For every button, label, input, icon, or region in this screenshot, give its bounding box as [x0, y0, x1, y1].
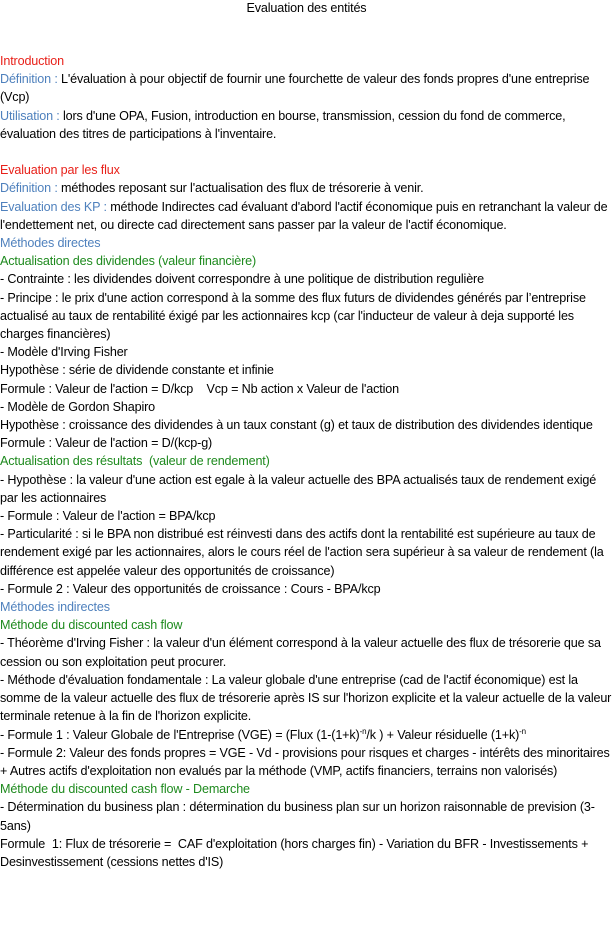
text-definition: L'évaluation à pour objectif de fournir une fourchette de valeur des fonds propres d'une entreprise (Vcp) — [0, 72, 590, 105]
formula-vge — [0, 726, 612, 744]
text-line: - Hypothèse : la valeur d'une action est egale à la valeur actuelle des BPA actualisés taux de rendement exigé par les actionnaires — [0, 472, 597, 505]
text-line: - Modèle d'Irving Fisher — [0, 345, 128, 360]
heading-methodes-directes: Méthodes directes — [0, 236, 101, 251]
text-line: - Principe : le prix d'une action correspond à la somme des flux futurs de dividendes générés par l’entreprise actualisé au taux de rentabilité éxigé par les actionnaires kcp (car l'inducteur de valeur à deja supporté les charges financières) — [0, 290, 586, 342]
text-line: - Détermination du business plan : détermination du business plan sur un horizon raisonnable de prevision (3-5ans) — [0, 800, 595, 833]
label-flux-definition: Définition : — [0, 181, 58, 196]
text-line: Formule 1: Flux de trésorerie = CAF d'exploitation (hors charges fin) - Variation du BFR - Investissements + Desinvestissement (cessions nettes d'IS) — [0, 836, 592, 869]
text-line: - Modèle de Gordon Shapiro — [0, 399, 156, 414]
text-line: Hypothèse : croissance des dividendes à un taux constant (g) et taux de distribution des dividendes identique — [0, 418, 593, 433]
paragraph-kp — [0, 198, 612, 234]
label-definition: Définition : — [0, 72, 58, 87]
formula-exponent: -n — [359, 726, 367, 736]
text-kp: méthode Indirectes cad évaluant d'abord l'actif économique puis en retranchant la valeur de l'endettement net, ou directe cad directement sans passer par la valeur de l'actif économique. — [0, 199, 608, 232]
text-line: - Particularité : si le BPA non distribué est réinvesti dans des actifs dont la rentabilité est supérieure au taux de rendement exigé par les actionnaires, alors le cours réel de l'action sera supérieur à sa valeur de rendement (la différence est appelée valeur des opportunités de croissance) — [0, 527, 604, 578]
text-line: - Formule : Valeur de l'action = BPA/kcp — [0, 509, 216, 524]
subheading-resultats: Actualisation des résultats (valeur de rendement) — [0, 454, 270, 469]
label-utilisation: Utilisation : — [0, 108, 60, 123]
text-utilisation: lors d'une OPA, Fusion, introduction en bourse, transmission, cession du fond de commerce, évaluation des titres de participations à l'inventaire. — [0, 108, 566, 141]
formula-vge-part2: /k ) + Valeur résiduelle (1+k) — [366, 727, 520, 742]
text-line: Formule : Valeur de l'action = D/kcp Vcp = Nb action x Valeur de l'action — [0, 381, 399, 396]
text-line: Formule : Valeur de l'action = D/(kcp-g) — [0, 436, 213, 451]
heading-methodes-indirectes: Méthodes indirectes — [0, 600, 110, 615]
page-title: Evaluation des entités — [246, 1, 367, 15]
paragraph-definition — [0, 70, 612, 106]
section-heading-introduction: Introduction — [0, 54, 65, 68]
paragraph-utilisation — [0, 107, 612, 143]
text-line: - Théorème d'Irving Fisher : la valeur d'un élément correspond à la valeur actuelle des flux de trésorerie que sa cession ou son exploitation peut procurer. — [0, 636, 601, 669]
subheading-dcf-demarche: Méthode du discounted cash flow - Demarche — [0, 782, 250, 797]
text-line: - Contrainte : les dividendes doivent correspondre à une politique de distribution regulière — [0, 272, 484, 287]
text-line: - Méthode d'évaluation fondamentale : La valeur globale d'une entreprise (cad de l'actif économique) est la somme de la valeur actuelle des flux de trésorerie après IS sur l'horizon explicite et la valeur actuelle de la valeur terminale retenue à la fin de l'horizon explicite. — [0, 672, 612, 724]
blank-line — [0, 143, 612, 161]
text-line: Hypothèse : série de dividende constante et infinie — [0, 363, 274, 378]
text-line: - Formule 2 : Valeur des opportunités de croissance : Cours - BPA/kcp — [0, 581, 381, 596]
formula-vge-part1: - Formule 1 : Valeur Globale de l'Entreprise (VGE) = (Flux (1-(1+k) — [0, 727, 360, 742]
subheading-dcf: Méthode du discounted cash flow — [0, 618, 183, 633]
section-heading-flux: Evaluation par les flux — [0, 163, 120, 178]
paragraph-flux-definition — [0, 179, 612, 197]
document-body — [0, 52, 612, 871]
label-kp: Evaluation des KP : — [0, 199, 107, 214]
formula-exponent: -n — [519, 726, 526, 736]
text-line: - Formule 2: Valeur des fonds propres = VGE - Vd - provisions pour risques et charges - intérêts des minoritaires + Autres actifs d'exploitation non evalués par la méthode (VMP, actifs financiers, terrains non valorisés) — [0, 745, 610, 778]
text-flux-definition: méthodes reposant sur l'actualisation des flux de trésorerie à venir. — [57, 181, 424, 196]
subheading-dividendes: Actualisation des dividendes (valeur financière) — [0, 254, 257, 269]
